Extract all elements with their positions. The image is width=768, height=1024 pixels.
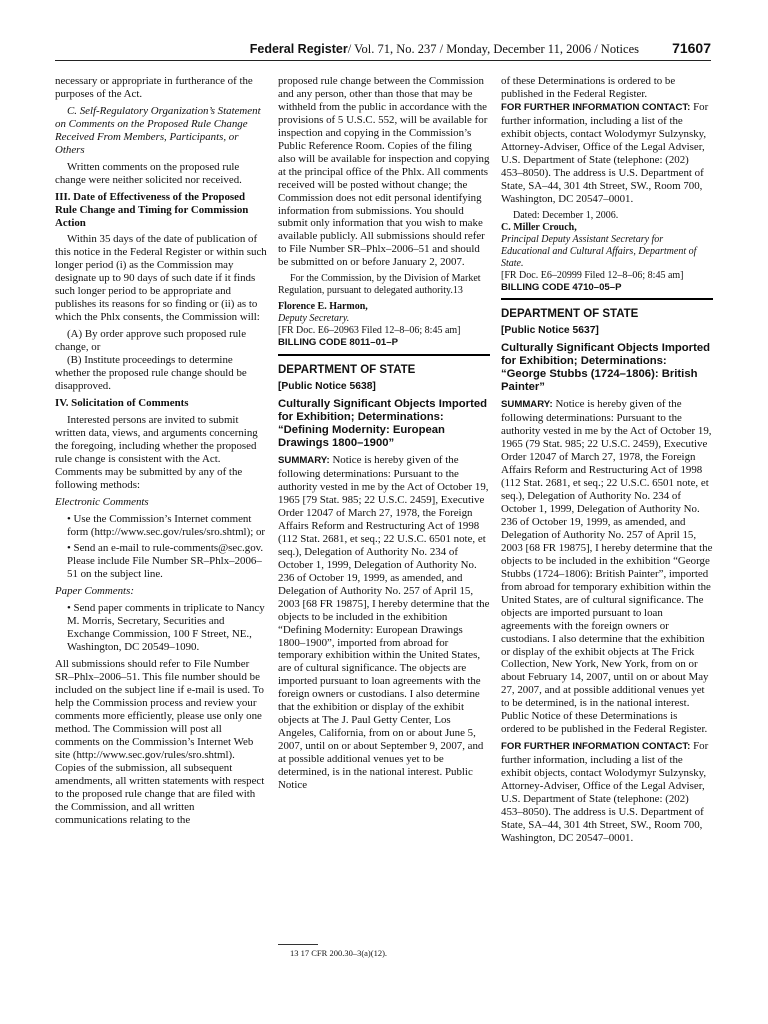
paragraph: (A) By order approve such proposed rule change, or [55, 328, 247, 354]
footnote-rule [278, 944, 318, 945]
signer-title: Principal Deputy Assistant Secretary for Educational and Cultural Affairs, Department of State. [501, 233, 697, 269]
contact-info [501, 101, 713, 206]
summary-label: SUMMARY: [278, 455, 330, 467]
summary [278, 454, 490, 792]
bullet-item: • Use the Commission’s Internet comment form (http://www.sec.gov/rules/sro.shtml); or [67, 512, 266, 538]
bullet-item: • Send an e-mail to rule-comments@sec.gov. Please include File Number SR–Phlx–2006–51 on the subject line. [67, 542, 264, 581]
billing-code: BILLING CODE 4710–05–P [501, 281, 622, 293]
paragraph: (B) Institute proceedings to determine whether the proposed rule change should be disapproved. [55, 354, 247, 392]
bullet-item: • Send paper comments in triplicate to Nancy M. Morris, Secretary, Securities and Exchange Commission, 100 F Street, NE., Washington, DC 20549–1090. [67, 602, 265, 654]
notice-number: [Public Notice 5637] [501, 325, 599, 337]
billing-code: BILLING CODE 8011–01–P [278, 337, 398, 349]
contact-text: For further information, including a list of the exhibit objects, contact Wolodymyr Sulzynsky, Attorney-Adviser, Office of the Legal Adviser, U.S. Department of State (telephone: (202) 453–8050). The address is U.S. Department of State, SA–44, 301 4th Street, SW., Room 700, Washington, DC 20547–0001. [501, 740, 709, 844]
fr-doc: [FR Doc. E6–20999 Filed 12–8–06; 8:45 am] [501, 269, 684, 281]
dated: Dated: December 1, 2006. [513, 209, 619, 221]
paragraph: Interested persons are invited to submit written data, views, and arguments concerning the foregoing, including whether the proposed rule change is consistent with the Act. Comments may be submitted by any of the following methods: [55, 413, 258, 491]
summary-text: Notice is hereby given of the following determinations: Pursuant to the authority vested in me by the Act of October 19, 1965 [79 Stat. 985; 22 U.S.C. 2459], Executive Order 12047 of March 27, 1978, the Foreign Affairs Reform and Restructuring Act of 1998 (112 Stat. 2681, et seq.; 22 U.S.C. 6501 note, et seq.), Delegation of Authority No. 234 of October 1, 1999, Delegation of Authority No. 236 of October 19, 1999, as amended, and Delegation of Authority No. 257 of April 15, 2003 [68 FR 19875], I hereby determine that the objects to be included in the exhibition “Defining Modernity: European Drawings 1800–1900”, imported from abroad for temporary exhibition within the United States, are of cultural significance. The objects are imported pursuant to loan agreements with the foreign owners or custodians. I also determine that the exhibition or display of the exhibit objects at The J. Paul Getty Center, Los Angeles, California, from on or about June 5, 2007, until on or about September 9, 2007, and at possible additional venues yet to be determined, is in the national interest. Public Notice [278, 454, 490, 791]
page-header [55, 40, 711, 61]
subheading: Paper Comments: [55, 585, 134, 598]
running-head [250, 42, 639, 57]
page-number: 71607 [672, 40, 711, 56]
paragraph: For the Commission, by the Division of Market Regulation, pursuant to delegated authority.13 [278, 273, 481, 297]
section-heading: IV. Solicitation of Comments [55, 396, 189, 409]
column-3 [501, 75, 713, 849]
subheading: Electronic Comments [55, 495, 149, 508]
department-heading: DEPARTMENT OF STATE [501, 298, 713, 321]
contact-text: For further information, including a list of the exhibit objects, contact Wolodymyr Sulzynsky, Attorney-Adviser, Office of the Legal Adviser, U.S. Department of State (telephone: (202) 453–8050). The address is U.S. Department of State, SA–44, 301 4th Street, SW., Room 700, Washington, DC 20547–0001. [501, 100, 709, 205]
summary-label: SUMMARY: [501, 399, 553, 411]
notice-number: [Public Notice 5638] [278, 381, 376, 393]
notice-title: Culturally Significant Objects Imported for Exhibition; Determinations: “Defining Modernity: European Drawings 1800–1900” [278, 398, 488, 450]
issue-info: / Vol. 71, No. 237 / Monday, December 11, 2006 / Notices [347, 42, 639, 56]
contact-label: FOR FURTHER INFORMATION CONTACT: [501, 741, 691, 753]
footnote: 13 17 CFR 200.30–3(a)(12). [290, 948, 388, 958]
paragraph: All submissions should refer to File Number SR–Phlx–2006–51. This file number should be included on the subject line if e-mail is used. To help the Commission process and review your comments more efficiently, please use only one method. The Commission will post all comments on the Commission’s Internet Web site (http://www.sec.gov/rules/sro.shtml). Copies of the submission, all subsequent amendments, all written statements with respect to the proposed rule change that are filed with the Commission, and all written communications relating to the [55, 658, 265, 826]
notice-title: Culturally Significant Objects Imported for Exhibition; Determinations: “George Stubbs (1724–1806): British Painter” [501, 342, 711, 394]
paragraph: necessary or appropriate in furtherance of the purposes of the Act. [55, 75, 253, 100]
signer-title: Deputy Secretary. [278, 313, 350, 325]
department-heading: DEPARTMENT OF STATE [278, 354, 490, 377]
signer-name: C. Miller Crouch, [501, 221, 577, 233]
contact-label: FOR FURTHER INFORMATION CONTACT: [501, 101, 691, 113]
paragraph: Within 35 days of the date of publication of this notice in the Federal Register or within such longer period (i) as the Commission may designate up to 90 days of such date if it finds such longer period to be appropriate and publishes its reasons for so finding or (ii) as to which the Phlx consents, the Commission will: [55, 233, 267, 324]
summary-text: Notice is hereby given of the following determinations: Pursuant to the authority vested in me by the Act of October 19, 1965 (79 Stat. 985; 22 U.S.C. 2459), Executive Order 12047 of March 27, 1978, the Foreign Affairs Reform and Restructuring Act of 1998 (112 Stat. 2681, et seq.; 22 U.S.C. 6501 note, et seq.), Delegation of Authority No. 234 of October 1, 1999, Delegation of Authority No. 236 of October 19, 1999, as amended, and Delegation of Authority No. 257 of April 15, 2003 [68 FR 19875], I hereby determine that the objects to be included in the exhibition “George Stubbs (1724–1806): British Painter”, imported from abroad for temporary exhibition within the United States, are of cultural significance. The objects are imported pursuant to loan agreements with the foreign owners or custodians. I also determine that the exhibition or display of the exhibit objects at The Frick Collection, New York, New York, from on or about February 14, 2007, until on or about May 27, 2007, and at possible additional venues yet to be determined, is in the national interest. Public Notice of these Determinations is ordered to be published in the Federal Register. [501, 398, 713, 736]
summary [501, 398, 713, 736]
contact-info [501, 740, 713, 845]
section-heading: C. Self-Regulatory Organization’s Statement on Comments on the Proposed Rule Change Received From Members, Participants, or Others [55, 104, 261, 156]
section-heading: III. Date of Effectiveness of the Proposed Rule Change and Timing for Commission Action [55, 190, 249, 229]
paragraph: of these Determinations is ordered to be published in the Federal Register. [501, 75, 676, 100]
column-2 [278, 75, 490, 796]
fr-doc: [FR Doc. E6–20963 Filed 12–8–06; 8:45 am] [278, 325, 461, 337]
paragraph: proposed rule change between the Commission and any person, other than those that may be withheld from the public in accordance with the provisions of 5 U.S.C. 552, will be available for inspection and copying in the Commission’s Public Reference Room. Copies of the filing also will be available for inspection and copying at the principal office of the Phlx. All comments received will be posted without change; the Commission does not edit personal identifying information from submissions. You should submit only information that you wish to make available publicly. All submissions should refer to File Number SR–Phlx–2006–51 and should be submitted on or before January 2, 2007. [278, 75, 490, 269]
column-1 [55, 75, 267, 830]
paragraph: Written comments on the proposed rule change were neither solicited nor received. [55, 160, 242, 186]
publication-name: Federal Register [249, 42, 348, 56]
signer-name: Florence E. Harmon, [278, 301, 368, 313]
